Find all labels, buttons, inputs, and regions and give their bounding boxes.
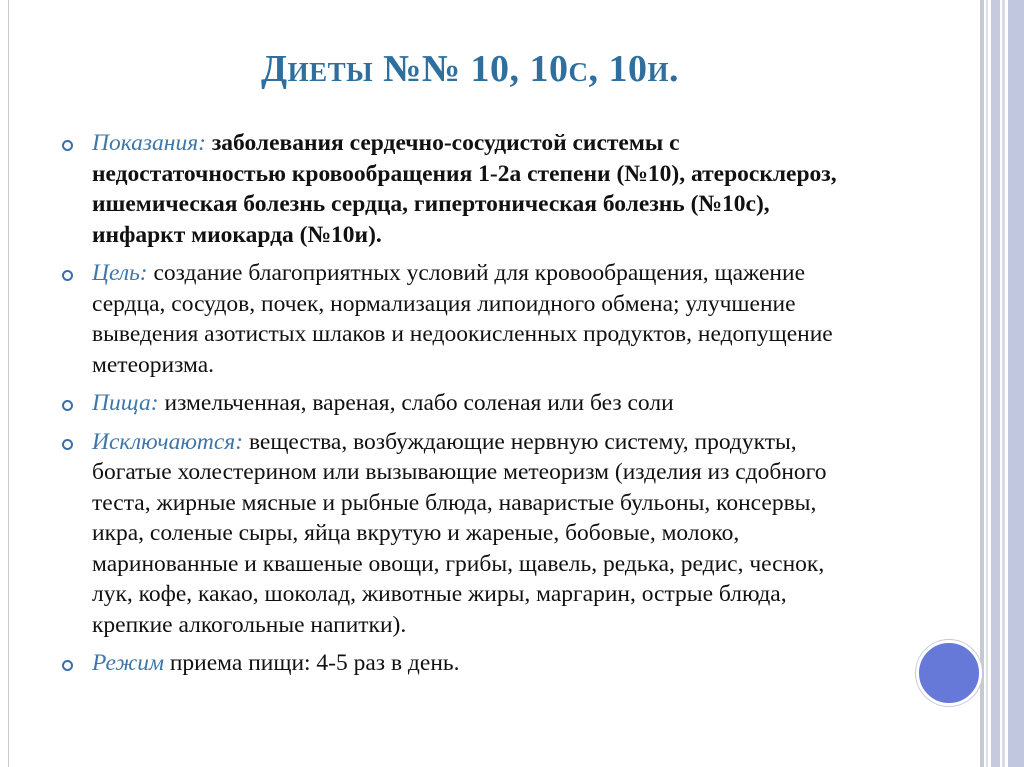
item-label: Цель:	[92, 260, 148, 286]
list-item-goal	[62, 258, 862, 380]
stripe	[1002, 0, 1005, 767]
decorative-circle	[916, 640, 982, 706]
stripe	[1008, 0, 1024, 767]
item-label: Пища:	[92, 390, 159, 416]
item-text: вещества, возбуждающие нервную систему, продукты, богатые холестерином или вызывающие метеоризм (изделия из сдобного теста, жирные мясные и рыбные блюда, наваристые бульоны, консервы, икра, соленые сыры, яйца вкрутую и жареные, бобовые, молоко, маринованные и квашеные овощи, грибы, щавель, редька, редис, чеснок, лук, кофе, какао, шоколад, животные жиры, маргарин, острые блюда, крепкие алкогольные напитки).	[92, 428, 827, 638]
bullet-circle-icon	[62, 660, 73, 671]
list-item-regime	[62, 648, 862, 679]
bullet-circle-icon	[62, 439, 73, 450]
item-text: создание благоприятных условий для кровообращения, щажение сердца, сосудов, почек, нормализация липоидного обмена; улучшение выведения азотистых шлаков и недоокисленных продуктов, недопущение метеоризма.	[92, 260, 833, 378]
item-label: Режим	[92, 650, 164, 676]
item-text: измельченная, вареная, слабо соленая или без соли	[158, 390, 674, 416]
bullet-list	[62, 128, 862, 687]
bullet-circle-icon	[62, 400, 73, 411]
item-label: Показания:	[92, 130, 206, 156]
left-border	[8, 0, 9, 767]
stripe	[991, 0, 1000, 767]
stripe	[980, 0, 984, 767]
item-text: приема пищи: 4-5 раз в день.	[163, 650, 460, 676]
list-item-indications	[62, 128, 862, 250]
right-decoration-stripes	[980, 0, 1024, 767]
list-item-food	[62, 388, 862, 419]
list-item-excluded	[62, 427, 862, 641]
slide-title: Диеты №№ 10, 10с, 10и.	[260, 48, 680, 90]
stripe	[986, 0, 988, 767]
item-label: Исключаются:	[92, 428, 244, 455]
bullet-circle-icon	[62, 140, 73, 151]
item-text: заболевания сердечно-сосудистой системы с недостаточностью кровообращения 1-2а степени (№10), атеросклероз, ишемическая болезнь сердца, гипертоническая болезнь (№10с), инфаркт миокарда (№10и).	[92, 130, 837, 248]
bullet-circle-icon	[62, 270, 73, 281]
